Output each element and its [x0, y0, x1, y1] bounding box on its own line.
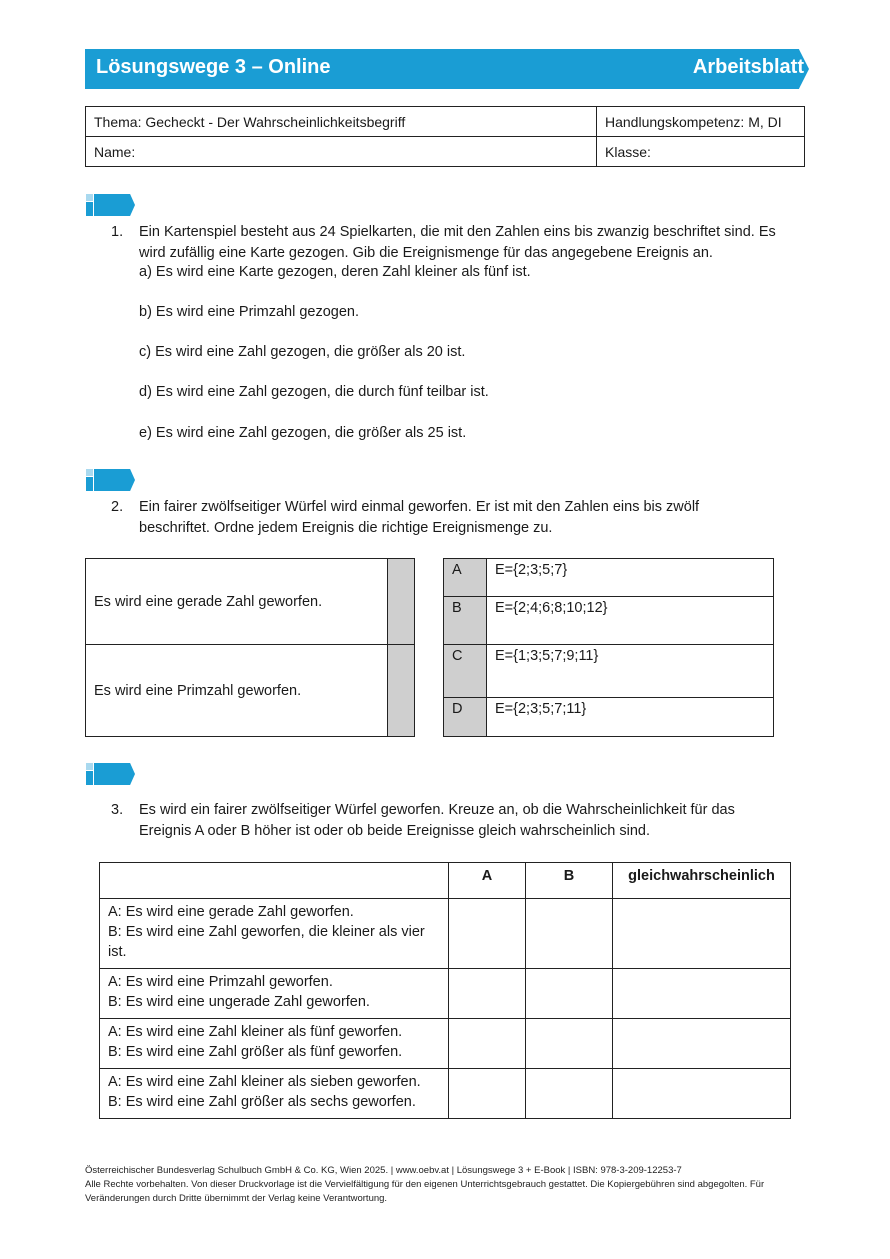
option-set: E={2;3;5;7;11}: [487, 698, 774, 737]
event-cell: Es wird eine Primzahl geworfen.: [86, 645, 388, 737]
event-a: A: Es wird eine Zahl kleiner als sieben geworfen.: [108, 1074, 421, 1090]
option-letter: D: [444, 698, 487, 737]
task1-item-b: b) Es wird eine Primzahl gezogen.: [139, 304, 360, 320]
table-row-events: [100, 899, 449, 969]
competence-cell: Handlungskompetenz: M, DI: [597, 107, 805, 137]
table-row-events: [100, 1019, 449, 1069]
footer-line: Veränderungen durch Dritte übernimmt der Verlag keine Verantwortung.: [85, 1193, 388, 1204]
checkbox-a[interactable]: [449, 969, 526, 1019]
option-letter: C: [444, 645, 487, 698]
task1-line2: wird zufällig eine Karte gezogen. Gib die Ereignismenge für das angegebene Ereignis an.: [139, 245, 713, 261]
header-title: Lösungswege 3 – Online: [96, 56, 331, 78]
section-marker-icon: [85, 763, 137, 785]
header-equal: gleichwahrscheinlich: [613, 863, 791, 899]
answer-box[interactable]: [388, 559, 415, 645]
option-letter: B: [444, 597, 487, 645]
checkbox-a[interactable]: [449, 899, 526, 969]
event-b: B: Es wird eine Zahl größer als sechs geworfen.: [108, 1094, 416, 1110]
checkbox-b[interactable]: [526, 1069, 613, 1119]
checkbox-a[interactable]: [449, 1019, 526, 1069]
class-field[interactable]: Klasse:: [597, 137, 805, 167]
checkbox-a[interactable]: [449, 1069, 526, 1119]
answer-box[interactable]: [388, 645, 415, 737]
task3-line1: Es wird ein fairer zwölfseitiger Würfel geworfen. Kreuze an, ob die Wahrscheinlichkeit für das: [139, 802, 735, 818]
footer: [85, 1164, 785, 1206]
task3-text: [139, 800, 809, 842]
name-field[interactable]: Name:: [86, 137, 597, 167]
task1-item-c: c) Es wird eine Zahl gezogen, die größer als 20 ist.: [139, 344, 466, 360]
probability-table: [99, 862, 791, 1119]
event-b: B: Es wird eine Zahl größer als fünf geworfen.: [108, 1044, 403, 1060]
checkbox-equal[interactable]: [613, 969, 791, 1019]
header-empty: [100, 863, 449, 899]
table-row-events: [100, 1069, 449, 1119]
event-a: A: Es wird eine gerade Zahl geworfen.: [108, 904, 354, 920]
checkbox-equal[interactable]: [613, 1019, 791, 1069]
footer-line: Österreichischer Bundesverlag Schulbuch GmbH & Co. KG, Wien 2025. | www.oebv.at | Lösungswege 3 + E-Book | ISBN: 978-3-209-12253-7: [85, 1165, 682, 1176]
topic-cell: Thema: Gecheckt - Der Wahrscheinlichkeitsbegriff: [86, 107, 597, 137]
event-b: B: Es wird eine Zahl geworfen, die kleiner als vier ist.: [108, 924, 425, 960]
checkbox-b[interactable]: [526, 899, 613, 969]
header-a: A: [449, 863, 526, 899]
task1-item-a: a) Es wird eine Karte gezogen, deren Zahl kleiner als fünf ist.: [139, 264, 531, 280]
section-marker-icon: [85, 194, 137, 216]
event-table: [85, 558, 415, 737]
task2-line2: beschriftet. Ordne jedem Ereignis die richtige Ereignismenge zu.: [139, 520, 553, 536]
event-cell: Es wird eine gerade Zahl geworfen.: [86, 559, 388, 645]
task1-item-e: e) Es wird eine Zahl gezogen, die größer als 25 ist.: [139, 425, 467, 441]
task3-line2: Ereignis A oder B höher ist oder ob beide Ereignisse gleich wahrscheinlich sind.: [139, 823, 651, 839]
checkbox-equal[interactable]: [613, 899, 791, 969]
event-b: B: Es wird eine ungerade Zahl geworfen.: [108, 994, 370, 1010]
table-row-events: [100, 969, 449, 1019]
section-marker-icon: [85, 469, 137, 491]
footer-line: Alle Rechte vorbehalten. Von dieser Druckvorlage ist die Vervielfältigung für den eigenen Unterrichtsgebrauch gestattet. Die Kopiergebühren sind abgegolten. Für: [85, 1179, 765, 1190]
event-a: A: Es wird eine Zahl kleiner als fünf geworfen.: [108, 1024, 403, 1040]
task2-number: 2.: [111, 499, 124, 515]
checkbox-b[interactable]: [526, 969, 613, 1019]
set-table: [443, 558, 774, 737]
checkbox-equal[interactable]: [613, 1069, 791, 1119]
option-letter: A: [444, 559, 487, 597]
task1-item-d: d) Es wird eine Zahl gezogen, die durch fünf teilbar ist.: [139, 384, 489, 400]
header-b: B: [526, 863, 613, 899]
task2-line1: Ein fairer zwölfseitiger Würfel wird einmal geworfen. Er ist mit den Zahlen eins bis zwölf: [139, 499, 700, 515]
task1-line1: Ein Kartenspiel besteht aus 24 Spielkarten, die mit den Zahlen eins bis zwanzig beschriftet sind. Es: [139, 224, 776, 240]
event-a: A: Es wird eine Primzahl geworfen.: [108, 974, 333, 990]
option-set: E={2;3;5;7}: [487, 559, 774, 597]
task1-number: 1.: [111, 224, 124, 240]
task3-number: 3.: [111, 802, 124, 818]
option-set: E={1;3;5;7;9;11}: [487, 645, 774, 698]
option-set: E={2;4;6;8;10;12}: [487, 597, 774, 645]
task2-text: [139, 497, 809, 539]
header-worksheet-label: Arbeitsblatt: [692, 56, 804, 78]
checkbox-b[interactable]: [526, 1019, 613, 1069]
info-table: [85, 106, 805, 167]
task1-text: [139, 222, 809, 264]
